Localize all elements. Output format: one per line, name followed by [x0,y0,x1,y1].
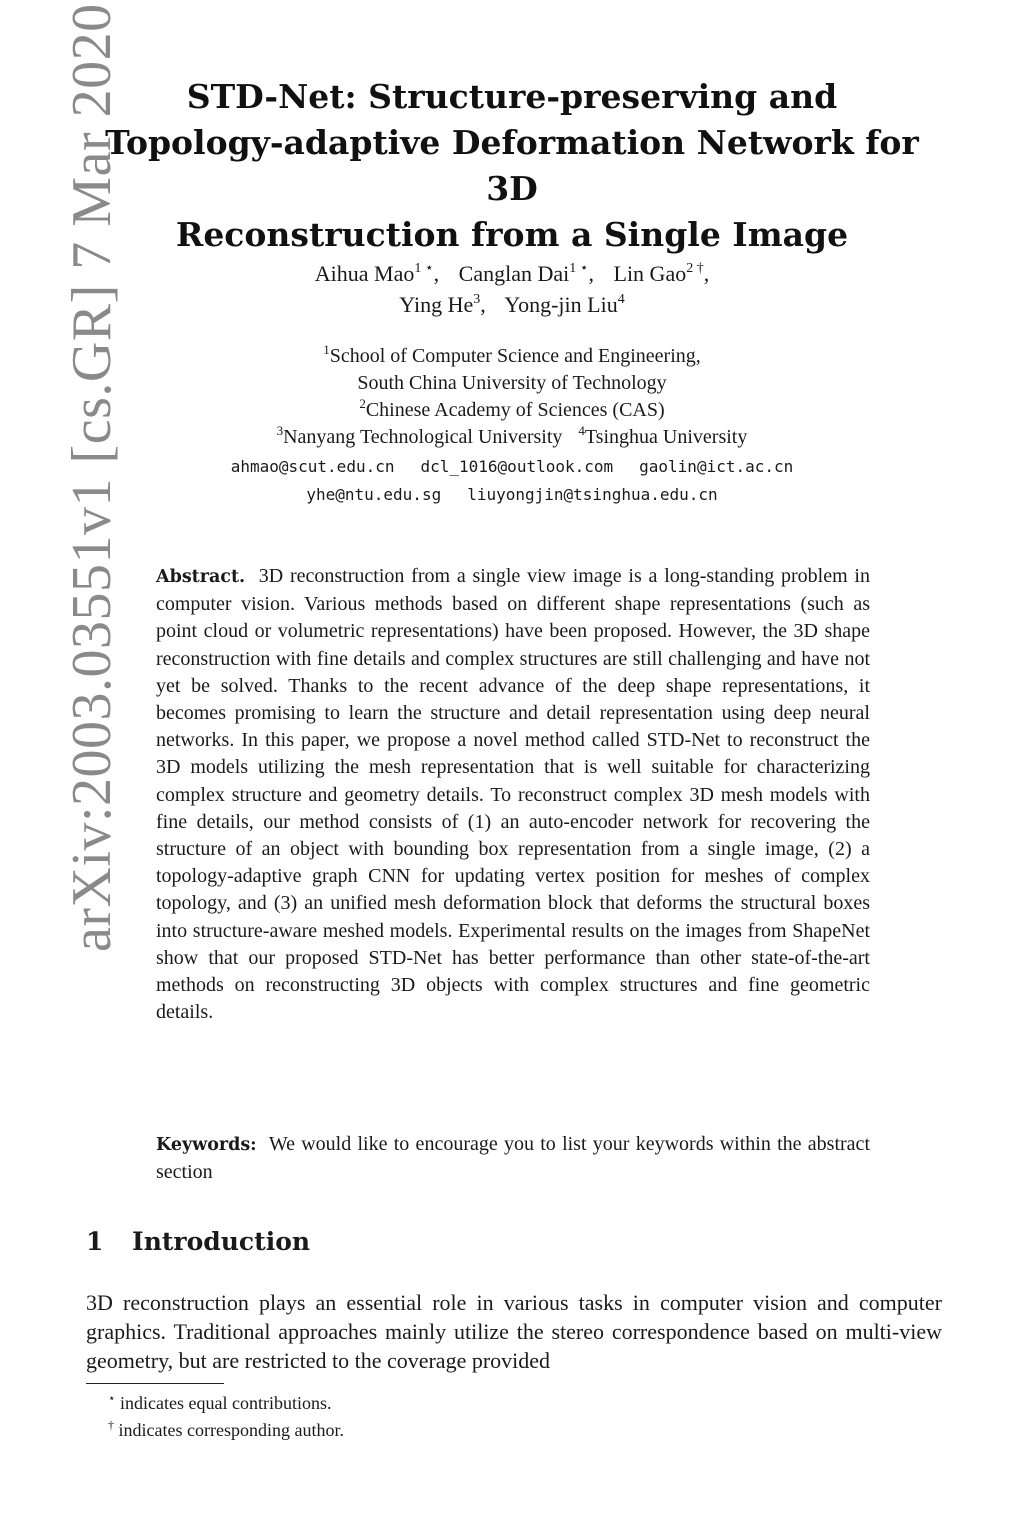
footnotes [108,1390,344,1444]
author-affiliation-mark: 4 [617,292,625,307]
footnote-text: indicates corresponding author. [118,1420,344,1440]
affiliation-line [80,424,944,451]
author-name: Lin Gao [613,261,687,286]
abstract-text: 3D reconstruction from a single view image is a long-standing problem in computer vision. Various methods based on different shape representations (such as point cloud or volumetric representations) have been proposed. However, the 3D shape reconstruction with fine details and complex structures are still challenging and have not yet be solved. Thanks to the recent advance of the deep shape representations, it becomes promising to learn the structure and detail representation using deep neural networks. In this paper, we propose a novel method called STD-Net to reconstruct the 3D models utilizing the mesh representation that is well suitable for characterizing complex structure and geometry details. To reconstruct complex 3D mesh models with fine details, our method consists of (1) an auto-encoder network for recovering the structure of an object with bounding box representation from a single image, (2) a topology-adaptive graph CNN for updating vertex position for meshes of complex topology, and (3) an unified mesh deformation block that deforms the structural boxes into structure-aware meshed models. Experimental results on the images from ShapeNet show that our proposed STD-Net has better performance than other state-of-the-art methods on reconstructing 3D objects with complex structures and fine geometric details. [156,565,870,1024]
author-list [100,258,924,320]
affiliation-text: Tsinghua University [584,426,748,448]
title-line: STD-Net: Structure-preserving and [186,77,838,116]
author-affiliation-mark: 1 ⋆ [414,261,434,276]
author-affiliation-mark: 3 [473,292,481,307]
section-number: 1 [86,1227,104,1256]
affiliation-line [80,343,944,370]
author-name: Ying He [399,292,474,317]
author-affiliation-mark: 1 ⋆ [569,261,589,276]
author-line: Ying He$^3$, Yong-jin Liu$^4$ [399,292,625,317]
footnote-mark: † [108,1418,114,1432]
affiliation-mark: 1 [323,342,330,357]
section-title: Introduction [132,1227,311,1256]
email-line [80,481,944,509]
email-link[interactable]: ahmao@scut.edu.cn [230,457,395,476]
email-line [80,453,944,481]
author-affiliation-mark: 2 † [686,261,704,276]
author-emails [80,453,944,509]
affiliation-mark: 2 [359,396,366,411]
affiliation-line [80,370,944,397]
arxiv-identifier-stamp: arXiv:2003.03551v1 [cs.GR] 7 Mar 2020 [61,3,123,952]
footnote-divider [86,1383,224,1384]
keywords [156,1131,870,1186]
affiliation-mark: 3 [276,423,284,438]
email-link[interactable]: liuyongjin@tsinghua.edu.cn [467,485,718,504]
author-name: Canglan Dai [458,261,570,286]
affiliation-text: Chinese Academy of Sciences (CAS) [365,399,665,421]
affiliation-text: South China University of Technology [357,372,667,394]
author-name: Yong-jin Liu [504,292,618,317]
abstract [156,563,870,1026]
footnote [108,1417,344,1444]
email-link[interactable]: dcl_1016@outlook.com [420,457,614,476]
title-line: Reconstruction from a Single Image [175,215,849,254]
affiliation-mark: 4 [578,423,585,438]
keywords-text: We would like to encourage you to list your keywords within the abstract section [156,1133,870,1184]
paper-title [80,74,944,258]
email-link[interactable]: yhe@ntu.edu.sg [306,485,442,504]
footnote-mark: ⋆ [108,1391,116,1405]
affiliation-line [80,397,944,424]
footnote-text: indicates equal contributions. [120,1393,332,1413]
section-heading [86,1227,310,1256]
introduction-paragraph: 3D reconstruction plays an essential role in various tasks in computer vision and computer graphics. Traditional approaches mainly utilize the stereo correspondence based on multi-view geometry, but are restricted to the coverage provided [86,1290,942,1373]
footnote [108,1390,344,1417]
author-name: Aihua Mao [314,261,415,286]
affiliations [80,343,944,451]
email-link[interactable]: gaolin@ict.ac.cn [639,457,794,476]
title-line: Topology-adaptive Deformation Network for 3D [105,123,919,208]
affiliation-text: Nanyang Technological University [283,426,563,448]
affiliation-text: School of Computer Science and Engineering, [329,345,701,367]
keywords-label: Keywords: [156,1135,257,1155]
author-line: Aihua Mao$^{1 ⋆}$, Canglan Dai$^{1 ⋆}$, Lin Gao$^{2 \dagger}$, [314,261,710,286]
abstract-label: Abstract. [156,567,246,587]
